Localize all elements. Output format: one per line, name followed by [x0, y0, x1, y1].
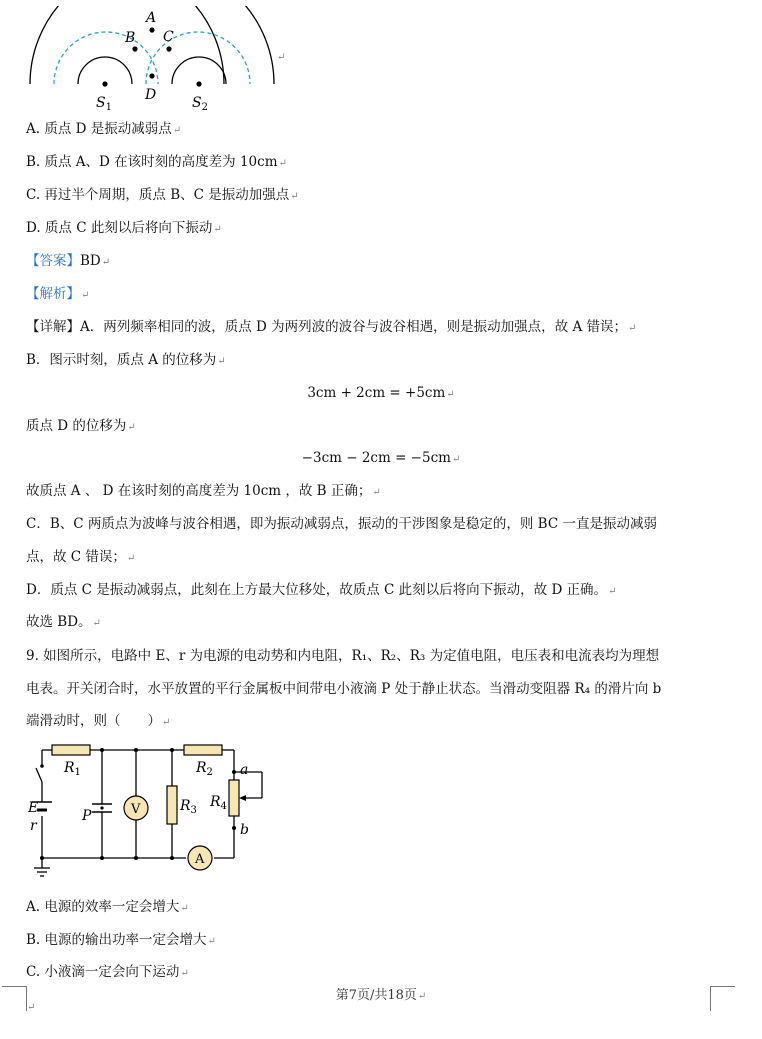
label-a: a: [240, 762, 249, 778]
q9-stem-line3: 端滑动时，则（ ）↵: [26, 713, 171, 729]
q9-stem-line2: 电表。开关闭合时，水平放置的平行金属板中间带电小液滴 P 处于静止状态。当滑动变阻器 R₄ 的滑片向 b: [26, 681, 662, 697]
label-R4: $R_4$: [210, 794, 227, 812]
q8-option-a: A. 质点 D 是振动减弱点↵: [26, 121, 182, 137]
switch-pivot: [40, 764, 44, 768]
resistor-R2: [184, 745, 222, 755]
droplet-P: [100, 806, 103, 809]
label-r: r: [30, 818, 37, 834]
source-S2: [196, 81, 201, 86]
label-D: D: [145, 87, 157, 103]
q8-detail-line1: 【详解】A．两列频率相同的波，质点 D 为两列波的波谷与波谷相遇，则是振动加强点，故 A 错误；↵: [26, 319, 637, 335]
label-S2: $S_2$: [192, 95, 208, 113]
rheostat-R4: [229, 780, 239, 816]
label-R2: $R_2$: [196, 760, 213, 778]
point-B: [132, 46, 137, 51]
q8-detail-line6: 点，故 C 错误；↵: [26, 549, 136, 565]
label-B: B: [125, 30, 136, 46]
label-R1: $R_1$: [64, 760, 81, 778]
q9-option-b: B. 电源的输出功率一定会增大↵: [26, 932, 216, 948]
label-C: C: [163, 29, 174, 45]
q9-stem-line1: 9. 如图所示，电路中 E、r 为电源的电动势和内电阻，R₁、R₂、R₃ 为定值电阻，电压表和电流表均为理想: [26, 648, 660, 664]
q8-option-b: B. 质点 A、D 在该时刻的高度差为 10cm↵: [26, 154, 287, 170]
source-S1: [102, 81, 107, 86]
point-D: [149, 73, 154, 78]
page-footer: 第7页/共18页↵: [335, 988, 427, 1003]
voltmeter-label: V: [131, 802, 141, 817]
wave-crest-arc-right-small: [172, 57, 226, 84]
q8-conclusion: 故选 BD。↵: [26, 614, 101, 630]
resistor-R3: [167, 786, 177, 824]
q8-option-d: D. 质点 C 此刻以后将向下振动↵: [26, 220, 222, 236]
point-C: [166, 46, 171, 51]
wave-crest-arc-left-small: [78, 57, 132, 84]
label-S1: $S_1$: [96, 95, 112, 113]
q8-detail-line5: C．B、C 两质点为波峰与波谷相遇，即为振动减弱点，振动的干涉图象是稳定的，则 BC 一直是振动减弱: [26, 516, 657, 532]
q8-detail-line4: 故质点 A 、 D 在该时刻的高度差为 10cm ，故 B 正确；↵: [26, 483, 381, 499]
resistor-R1: [52, 745, 90, 755]
slider-arrow: [239, 795, 246, 801]
q8-detail-line7: D．质点 C 是振动减弱点，此刻在上方最大位移处，故质点 C 此刻以后将向下振动，故 D 正确。↵: [26, 582, 617, 598]
switch: [36, 768, 42, 782]
label-P: P: [82, 808, 92, 824]
q8-analysis-tag: 【解析】↵: [26, 286, 90, 302]
point-A: [149, 27, 154, 32]
label-E: E: [28, 800, 39, 816]
q8-equation-1: 3cm + 2cm = +5cm↵: [307, 385, 455, 401]
wave-trough-arc-left: [54, 32, 158, 84]
q8-detail-line3: 质点 D 的位移为↵: [26, 418, 136, 434]
q9-option-a: A. 电源的效率一定会增大↵: [26, 899, 189, 915]
label-b: b: [240, 822, 249, 838]
ammeter-label: A: [195, 852, 205, 867]
answer-tag: 【答案】: [26, 253, 80, 269]
q8-detail-line2: B．图示时刻，质点 A 的位移为↵: [26, 352, 226, 368]
label-R3: $R_3$: [180, 798, 197, 816]
q8-equation-2: −3cm − 2cm = −5cm↵: [301, 450, 461, 466]
q8-answer: 【答案】BD↵: [26, 253, 111, 269]
q8-option-c: C. 再过半个周期，质点 B、C 是振动加强点↵: [26, 187, 299, 203]
wave-interference-figure: [26, 6, 286, 118]
label-A: A: [146, 10, 157, 26]
circuit-diagram: [26, 740, 276, 888]
wave-trough-arc-right: [146, 32, 250, 84]
q9-option-c: C. 小液滴一定会向下运动↵: [26, 964, 189, 980]
